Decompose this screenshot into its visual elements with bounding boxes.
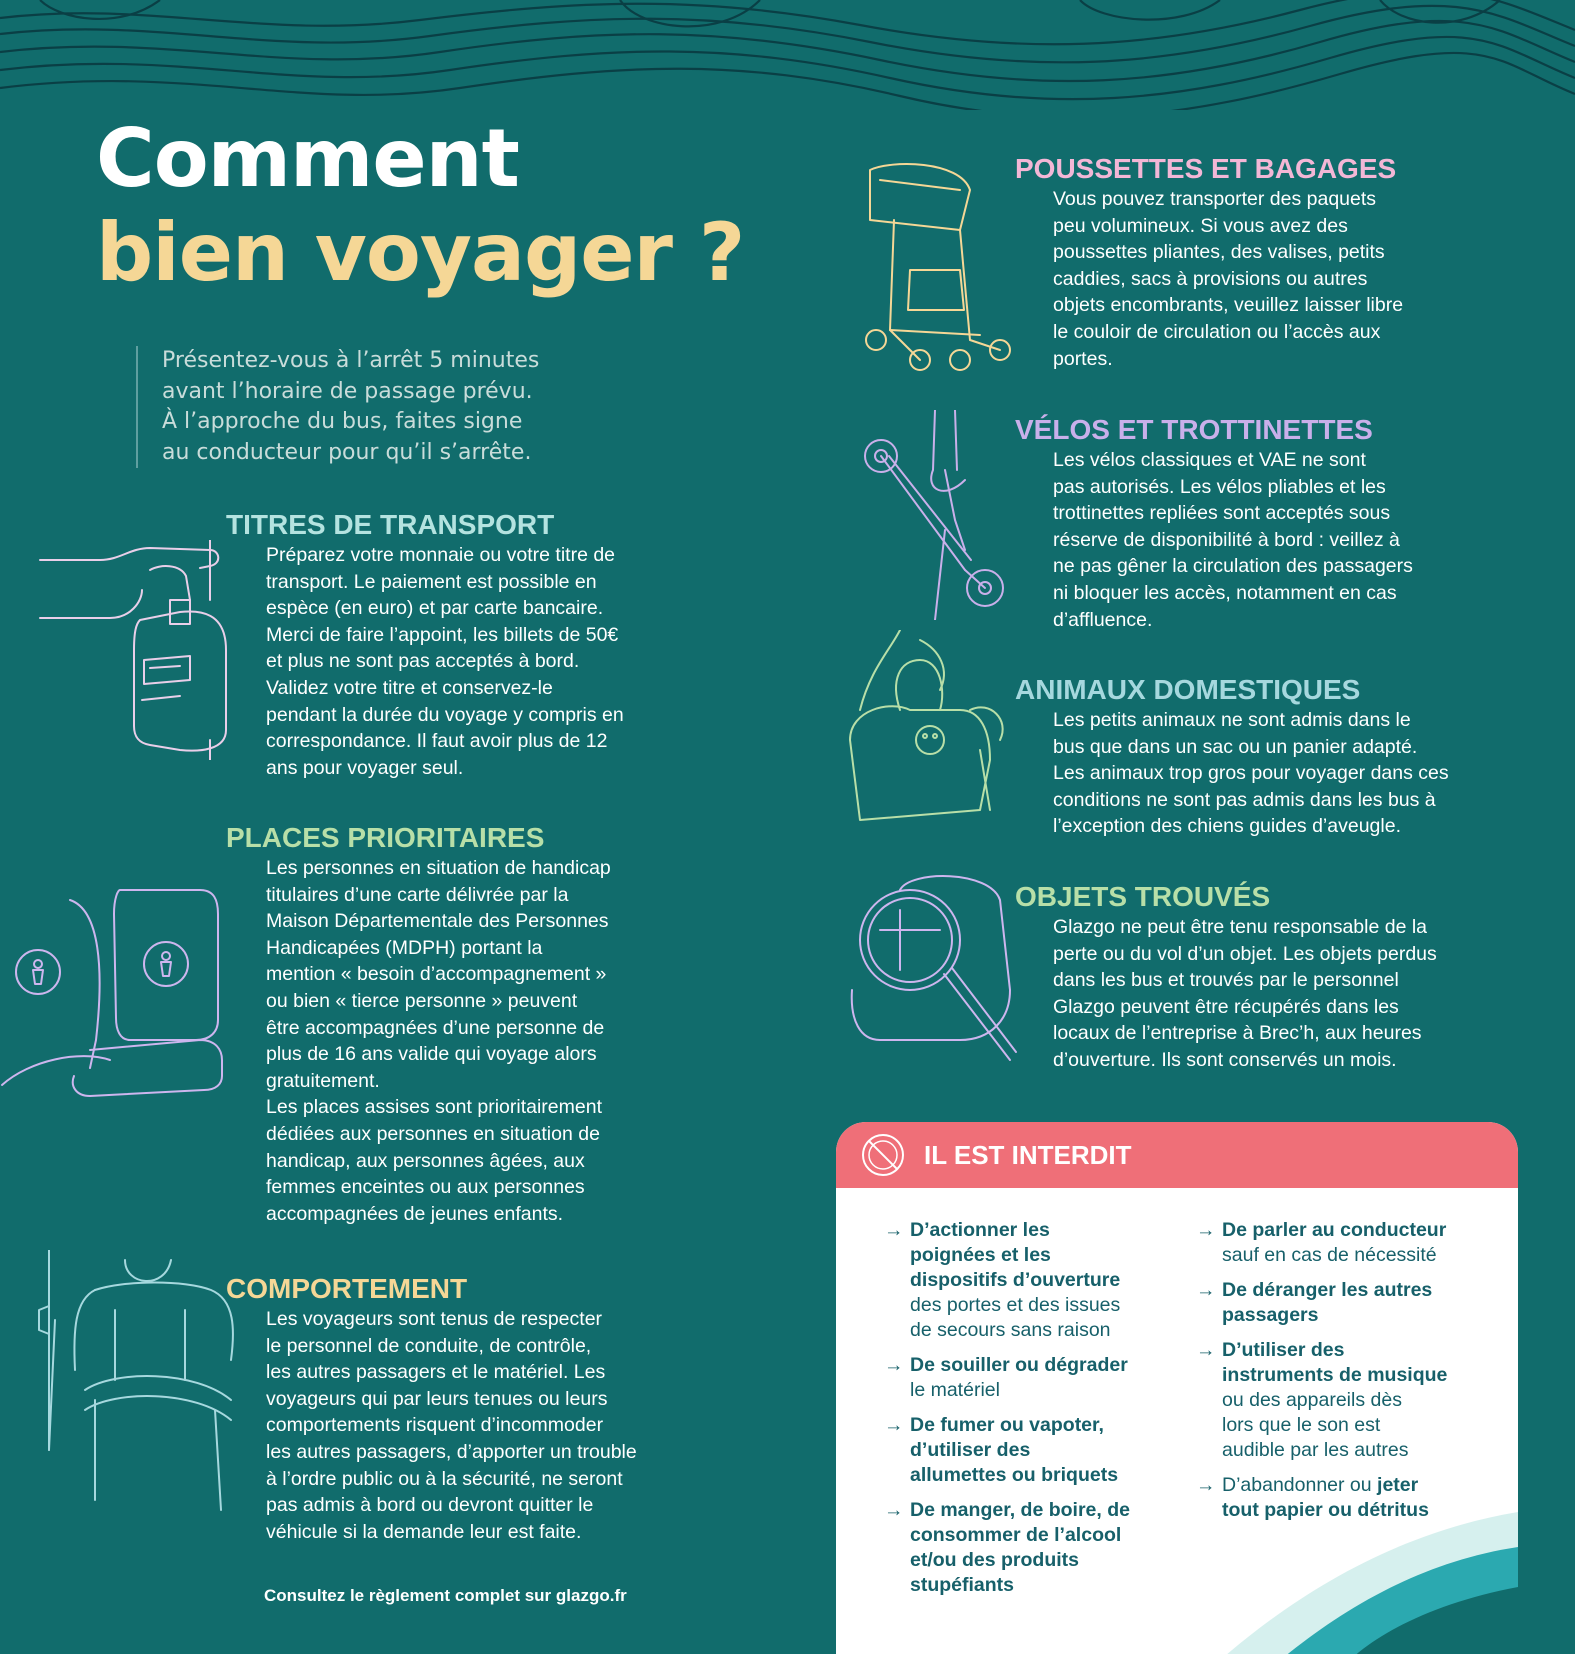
section-body bbox=[266, 542, 726, 781]
body-line: les autres passagers, d’apporter un trouble bbox=[266, 1440, 637, 1463]
body-line: à l’ordre public ou à la sécurité, ne seront bbox=[266, 1467, 623, 1490]
body-line: voyageurs qui par leurs tenues ou leurs bbox=[266, 1387, 608, 1410]
item-text: le matériel bbox=[910, 1379, 1000, 1401]
section-heading: COMPORTEMENT bbox=[226, 1273, 468, 1304]
item-bold: De déranger les autres bbox=[1222, 1279, 1433, 1301]
body-line: Glazgo peuvent être récupérés dans les bbox=[1053, 995, 1399, 1018]
body-line: ni bloquer les accès, notamment en cas bbox=[1053, 581, 1397, 604]
arrow-icon: → bbox=[1196, 1339, 1216, 1361]
item-bold: jeter bbox=[1377, 1474, 1419, 1496]
section-animaux-domestiques bbox=[1015, 673, 1555, 840]
body-line: dans les bus et trouvés par le personnel bbox=[1053, 969, 1399, 992]
passenger-seat-icon bbox=[35, 1250, 235, 1530]
section-heading: PLACES PRIORITAIRES bbox=[226, 822, 545, 853]
body-line: handicap, aux personnes âgées, aux bbox=[266, 1149, 585, 1172]
item-bold: instruments de musique bbox=[1222, 1364, 1448, 1386]
magnifier-backpack-icon bbox=[840, 870, 1020, 1070]
body-line: ne pas gêner la circulation des passagers bbox=[1053, 555, 1413, 578]
body-line: Les animaux trop gros pour voyager dans ces bbox=[1053, 762, 1449, 785]
section-heading: OBJETS TROUVÉS bbox=[1015, 881, 1271, 912]
item-bold: et/ou des produits bbox=[910, 1549, 1080, 1571]
priority-seat-icon bbox=[0, 880, 230, 1100]
arrow-icon: → bbox=[884, 1219, 904, 1241]
body-line: d’ouverture. Ils sont conservés un mois. bbox=[1053, 1048, 1397, 1071]
body-line: être accompagnées d’une personne de bbox=[266, 1016, 605, 1039]
stroller-icon bbox=[860, 160, 1020, 390]
intro-line: À l’approche du bus, faites signe bbox=[162, 409, 523, 434]
body-line: véhicule si la demande leur est faite. bbox=[266, 1520, 582, 1543]
item-bold: poignées et les bbox=[910, 1244, 1051, 1266]
title-line-2: bien voyager ? bbox=[96, 206, 745, 299]
item-bold: tout papier ou détritus bbox=[1222, 1499, 1429, 1521]
item-bold: D’actionner les bbox=[910, 1219, 1050, 1241]
body-line: mention « besoin d’accompagnement » bbox=[266, 963, 607, 986]
section-body bbox=[1053, 186, 1535, 372]
body-line: Handicapées (MDPH) portant la bbox=[266, 936, 543, 959]
interdit-header bbox=[836, 1122, 1518, 1188]
section-titres-de-transport bbox=[226, 508, 726, 781]
section-places-prioritaires bbox=[226, 821, 726, 1227]
body-line: Préparez votre monnaie ou votre titre de bbox=[266, 544, 616, 566]
interdit-item bbox=[1192, 1218, 1502, 1268]
title-line-1: Comment bbox=[96, 112, 519, 205]
scooter-icon bbox=[855, 410, 1015, 620]
item-bold: passagers bbox=[1222, 1304, 1319, 1326]
topographic-pattern bbox=[0, 0, 1575, 110]
section-body bbox=[1053, 914, 1555, 1074]
intro-line: au conducteur pour qu’il s’arrête. bbox=[162, 439, 532, 465]
body-line: gratuitement. bbox=[266, 1069, 380, 1092]
prohibited-icon bbox=[860, 1132, 906, 1178]
item-bold: De parler au conducteur bbox=[1222, 1219, 1447, 1241]
body-line: les autres passagers et le matériel. Les bbox=[266, 1361, 606, 1384]
interdit-item bbox=[1192, 1278, 1502, 1328]
arrow-icon: → bbox=[884, 1414, 904, 1436]
item-bold: d’utiliser des bbox=[910, 1439, 1031, 1461]
body-line: Validez votre titre et conservez-le bbox=[266, 676, 553, 699]
body-line: peu volumineux. Si vous avez des bbox=[1053, 214, 1348, 237]
arrow-icon: → bbox=[1196, 1474, 1216, 1496]
body-line: portes. bbox=[1053, 347, 1113, 370]
body-line: objets encombrants, veuillez laisser libre bbox=[1053, 294, 1404, 317]
body-line: et plus ne sont pas acceptés à bord. bbox=[266, 650, 580, 673]
body-line: espèce (en euro) et par carte bancaire. bbox=[266, 597, 604, 620]
body-line: Les voyageurs sont tenus de respecter bbox=[266, 1308, 603, 1330]
arrow-icon: → bbox=[884, 1499, 904, 1521]
interdit-title: IL EST INTERDIT bbox=[924, 1139, 1132, 1170]
body-line: le personnel de conduite, de contrôle, bbox=[266, 1334, 592, 1357]
item-bold: D’utiliser des bbox=[1222, 1339, 1345, 1361]
section-heading: TITRES DE TRANSPORT bbox=[226, 509, 555, 540]
decorative-wave bbox=[1098, 1492, 1518, 1654]
section-comportement bbox=[226, 1272, 726, 1545]
item-bold: De fumer ou vapoter, bbox=[910, 1414, 1104, 1436]
arrow-icon: → bbox=[1196, 1279, 1216, 1301]
item-text: ou des appareils dès bbox=[1222, 1389, 1402, 1411]
item-bold: allumettes ou briquets bbox=[910, 1464, 1119, 1486]
body-line: perte ou du vol d’un objet. Les objets perdus bbox=[1053, 942, 1437, 965]
item-text: sauf en cas de nécessité bbox=[1222, 1244, 1437, 1266]
interdit-column-right bbox=[1192, 1218, 1502, 1533]
interdit-item bbox=[1192, 1338, 1502, 1463]
body-line: conditions ne sont pas admis dans les bus à bbox=[1053, 788, 1436, 811]
item-text: D’abandonner ou bbox=[1222, 1474, 1378, 1496]
section-body bbox=[1053, 447, 1535, 633]
body-line: titulaires d’une carte délivrée par la bbox=[266, 883, 569, 906]
body-line: accompagnées de jeunes enfants. bbox=[266, 1202, 564, 1225]
arrow-icon: → bbox=[884, 1354, 904, 1376]
intro-line: Présentez-vous à l’arrêt 5 minutes bbox=[162, 348, 540, 373]
interdit-item bbox=[880, 1353, 1170, 1403]
section-poussettes-et-bagages bbox=[1015, 152, 1535, 372]
body-line: bus que dans un sac ou un panier adapté. bbox=[1053, 735, 1418, 758]
body-line: dédiées aux personnes en situation de bbox=[266, 1122, 600, 1145]
item-text: lors que le son est bbox=[1222, 1414, 1381, 1436]
body-line: caddies, sacs à provisions ou autres bbox=[1053, 267, 1368, 290]
body-line: comportements risquent d’incommoder bbox=[266, 1414, 604, 1437]
section-heading: VÉLOS ET TROTTINETTES bbox=[1015, 414, 1373, 445]
item-bold: De manger, de boire, de bbox=[910, 1499, 1130, 1521]
body-line: trottinettes repliées sont acceptés sous bbox=[1053, 502, 1391, 525]
body-line: Maison Départementale des Personnes bbox=[266, 910, 609, 933]
body-line: pas admis à bord ou devront quitter le bbox=[266, 1494, 594, 1517]
body-line: correspondance. Il faut avoir plus de 12 bbox=[266, 730, 608, 753]
section-objets-trouves bbox=[1015, 880, 1555, 1074]
body-line: femmes enceintes ou aux personnes bbox=[266, 1176, 585, 1199]
intro-line: avant l’horaire de passage prévu. bbox=[162, 378, 533, 404]
section-velos-et-trottinettes bbox=[1015, 413, 1535, 633]
interdit-item bbox=[880, 1413, 1170, 1488]
section-heading: POUSSETTES ET BAGAGES bbox=[1015, 153, 1397, 184]
item-text: des portes et des issues bbox=[910, 1294, 1121, 1316]
body-line: Les places assises sont prioritairement bbox=[266, 1096, 602, 1119]
item-bold: dispositifs d’ouverture bbox=[910, 1269, 1121, 1291]
pet-bag-icon bbox=[830, 630, 1020, 830]
item-bold: consommer de l’alcool bbox=[910, 1524, 1122, 1546]
ticket-validator-icon bbox=[30, 540, 240, 760]
section-heading: ANIMAUX DOMESTIQUES bbox=[1015, 674, 1361, 705]
body-line: Les petits animaux ne sont admis dans le bbox=[1053, 709, 1411, 731]
section-body bbox=[266, 855, 726, 1227]
body-line: transport. Le paiement est possible en bbox=[266, 570, 597, 593]
body-line: Les personnes en situation de handicap bbox=[266, 857, 611, 879]
section-body bbox=[1053, 707, 1555, 840]
body-line: d’affluence. bbox=[1053, 608, 1153, 631]
item-bold: stupéfiants bbox=[910, 1574, 1015, 1596]
body-line: Vous pouvez transporter des paquets bbox=[1053, 188, 1377, 210]
body-line: pendant la durée du voyage y compris en bbox=[266, 703, 624, 726]
body-line: ou bien « tierce personne » peuvent bbox=[266, 989, 578, 1012]
intro-text bbox=[136, 346, 622, 468]
body-line: Glazgo ne peut être tenu responsable de la bbox=[1053, 916, 1428, 938]
body-line: Les vélos classiques et VAE ne sont bbox=[1053, 449, 1366, 471]
item-bold: De souiller ou dégrader bbox=[910, 1354, 1128, 1376]
footer-link-text: Consultez le règlement complet sur glazgo.fr bbox=[264, 1586, 627, 1605]
body-line: le couloir de circulation ou l’accès aux bbox=[1053, 320, 1381, 343]
item-text: audible par les autres bbox=[1222, 1439, 1409, 1461]
interdit-box bbox=[836, 1122, 1518, 1654]
body-line: locaux de l’entreprise à Brec’h, aux heures bbox=[1053, 1022, 1422, 1045]
body-line: pas autorisés. Les vélos pliables et les bbox=[1053, 475, 1386, 498]
item-text: de secours sans raison bbox=[910, 1319, 1111, 1341]
page-title bbox=[96, 112, 744, 300]
interdit-item bbox=[880, 1218, 1170, 1343]
body-line: l’exception des chiens guides d’aveugle. bbox=[1053, 815, 1401, 838]
body-line: poussettes pliantes, des valises, petits bbox=[1053, 241, 1385, 264]
body-line: Merci de faire l’appoint, les billets de 50€ bbox=[266, 623, 619, 646]
body-line: réserve de disponibilité à bord : veillez à bbox=[1053, 528, 1400, 551]
body-line: plus de 16 ans valide qui voyage alors bbox=[266, 1043, 597, 1066]
section-body bbox=[266, 1306, 726, 1545]
body-line: ans pour voyager seul. bbox=[266, 756, 464, 779]
arrow-icon: → bbox=[1196, 1219, 1216, 1241]
